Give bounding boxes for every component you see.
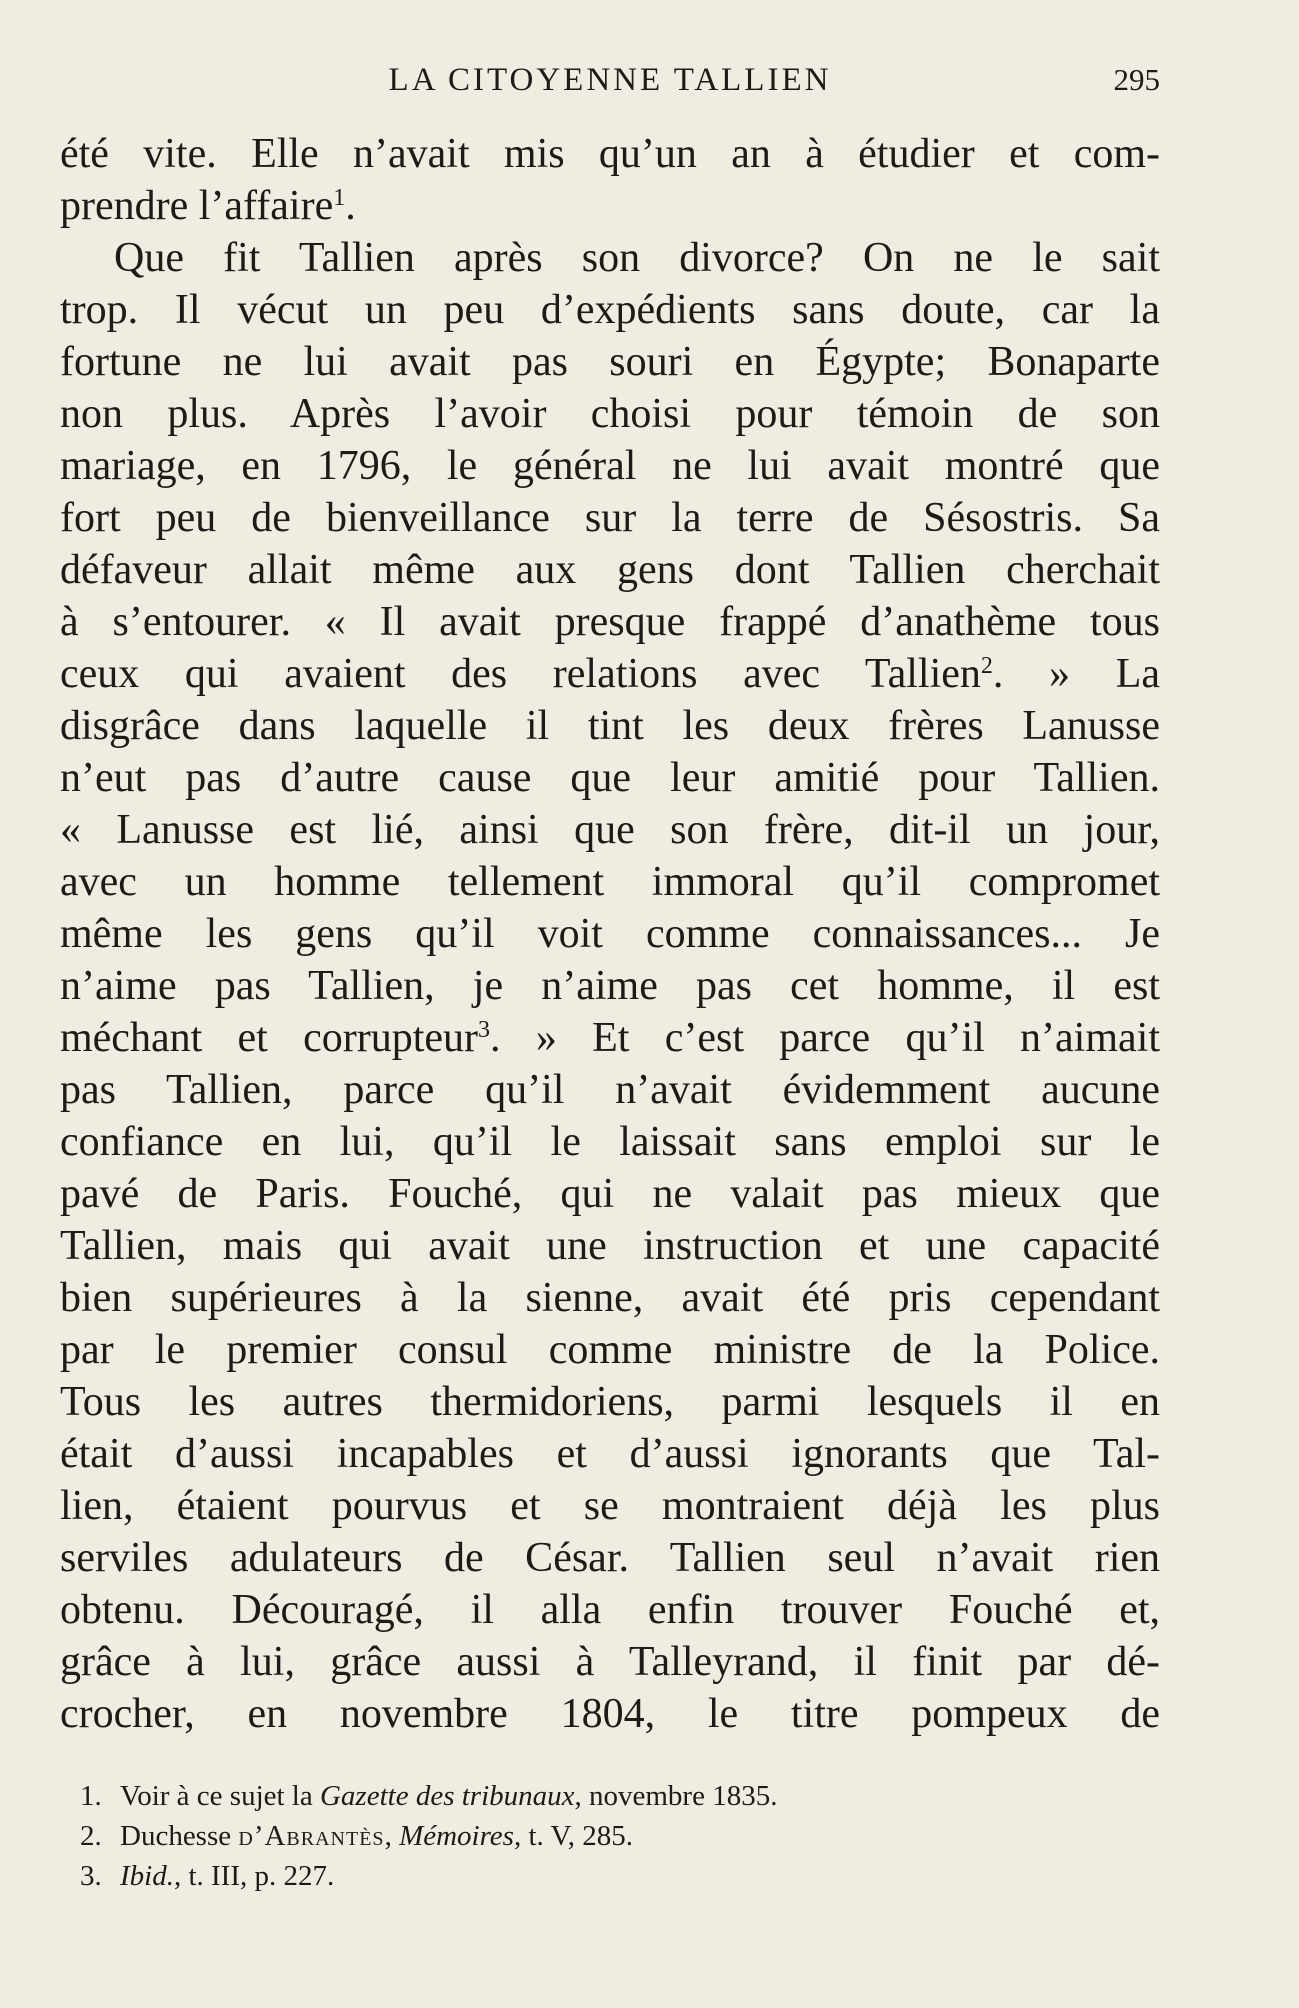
text-line: par le premier consul comme ministre de la Police. [60,1327,1160,1373]
text-line: été vite. Elle n’avait mis qu’un an à étudier et com- [60,131,1160,177]
text-line: disgrâce dans laquelle il tint les deux frères Lanusse [60,703,1160,749]
footnotes [80,1776,1140,1896]
text-line: pavé de Paris. Fouché, qui ne valait pas mieux que [60,1171,1160,1217]
text-line: crocher, en novembre 1804, le titre pompeux de [60,1691,1160,1737]
text-line: prendre l’affaire$^1$. [60,183,356,229]
footnote-ref: 1 [333,185,346,211]
text-line: pas Tallien, parce qu’il n’avait évidemment aucune [60,1067,1160,1113]
footnote-number: 3. [80,1860,102,1892]
text-line: même les gens qu’il voit comme connaissances... Je [60,911,1160,957]
footnote-number: 2. [80,1820,102,1852]
text-line: confiance en lui, qu’il le laissait sans emploi sur le [60,1119,1160,1165]
footnote: 3. Ibid., t. III, p. 227. [80,1856,1140,1896]
text-line: était d’aussi incapables et d’aussi ignorants que Tal- [60,1431,1160,1477]
text-line: ceux qui avaient des relations avec Tallien$^2$. » La [60,651,1160,697]
text-line: non plus. Après l’avoir choisi pour témoin de son [60,391,1160,437]
text-line: fortune ne lui avait pas souri en Égypte; Bonaparte [60,339,1160,385]
cited-title: Mémoires [399,1820,514,1852]
text-line: fort peu de bienveillance sur la terre de Sésostris. Sa [60,495,1160,541]
text-line: serviles adulateurs de César. Tallien seul n’avait rien [60,1535,1160,1581]
text-line: Tallien, mais qui avait une instruction et une capacité [60,1223,1160,1269]
running-header [60,62,1160,110]
text-line: bien supérieures à la sienne, avait été pris cependant [60,1275,1160,1321]
page-number: 295 [1113,62,1160,97]
text-line: méchant et corrupteur$^3$. » Et c’est parce qu’il n’aimait [60,1015,1160,1061]
text-line: Tous les autres thermidoriens, parmi lesquels il en [60,1379,1160,1425]
text-line: à s’entourer. « Il avait presque frappé d’anathème tous [60,599,1160,645]
text-line: trop. Il vécut un peu d’expédients sans doute, car la [60,287,1160,333]
text-line: obtenu. Découragé, il alla enfin trouver Fouché et, [60,1587,1160,1633]
text-line: lien, étaient pourvus et se montraient déjà les plus [60,1483,1160,1529]
cited-title: Ibid. [120,1860,174,1892]
footnote: 2. Duchesse d’Abrantès, Mémoires, t. V, 285. [80,1816,1140,1856]
text-line: n’aime pas Tallien, je n’aime pas cet homme, il est [60,963,1160,1009]
text-line: grâce à lui, grâce aussi à Talleyrand, il finit par dé- [60,1639,1160,1685]
text-line: défaveur allait même aux gens dont Tallien cherchait [60,547,1160,593]
text-line: avec un homme tellement immoral qu’il compromet [60,859,1160,905]
footnote-ref: 2 [980,653,993,679]
body-text [60,128,1160,1740]
text-line: n’eut pas d’autre cause que leur amitié pour Tallien. [60,755,1160,801]
footnote: 1. Voir à ce sujet la Gazette des tribunaux, novembre 1835. [80,1776,1140,1816]
text-line: Que fit Tallien après son divorce? On ne le sait [114,235,1160,281]
footnote-ref: 3 [478,1017,491,1043]
running-title: LA CITOYENNE TALLIEN [388,62,832,98]
text-line: mariage, en 1796, le général ne lui avait montré que [60,443,1160,489]
footnote-number: 1. [80,1780,102,1812]
author-name: d’Abrantès [238,1820,385,1852]
cited-title: Gazette des tribunaux [319,1780,575,1812]
text-line: « Lanusse est lié, ainsi que son frère, dit-il un jour, [60,807,1160,853]
